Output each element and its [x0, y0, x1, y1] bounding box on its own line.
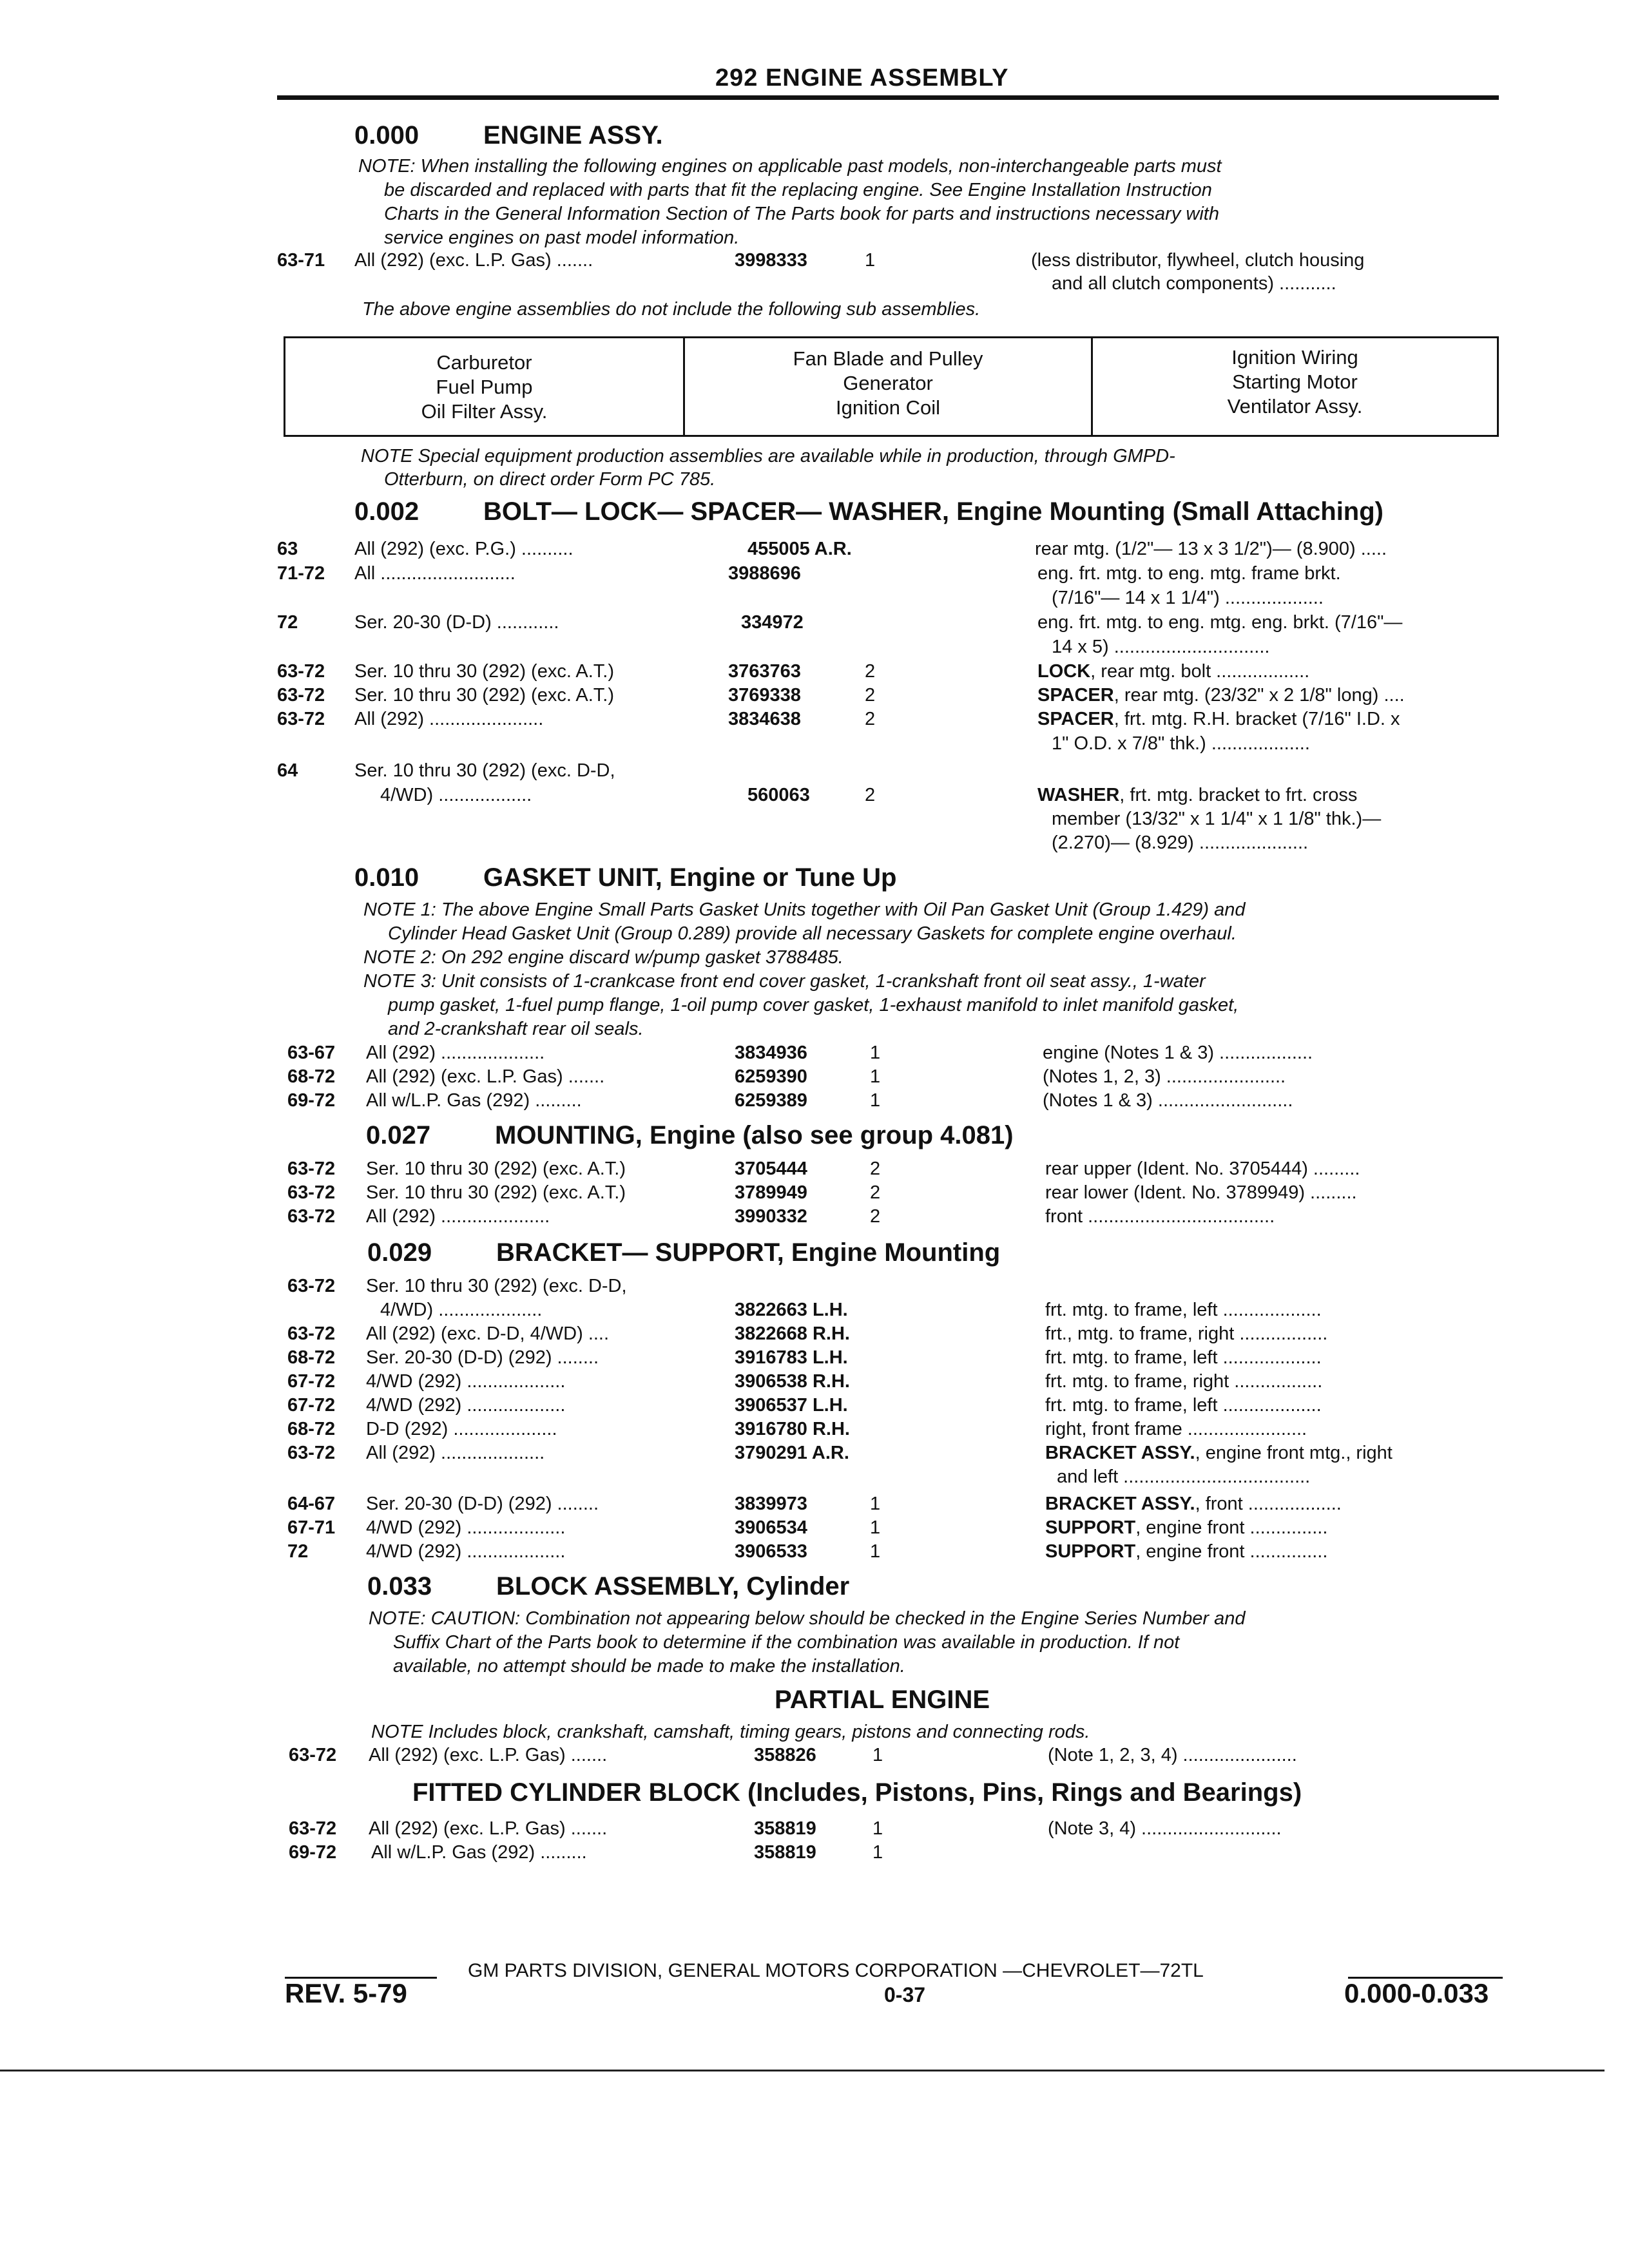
note-line: NOTE Includes block, crankshaft, camshaft, timing gears, pistons and connecting rods.	[371, 1722, 1090, 1742]
part-name: SPACER	[1037, 709, 1114, 729]
table-cell: Generator	[843, 372, 933, 394]
year-range: 63-72	[287, 1206, 336, 1227]
section-heading-0033	[367, 1572, 849, 1601]
part-number: 6259390	[735, 1066, 807, 1087]
bottom-rule	[0, 2070, 1605, 2071]
application: Ser. 10 thru 30 (292) (exc. A.T.)	[354, 685, 614, 706]
year-range: 63-71	[277, 250, 325, 271]
year-range: 67-72	[287, 1395, 336, 1416]
part-row	[277, 250, 1499, 274]
part-number: 3988696	[728, 563, 801, 584]
remarks: right, front frame .......................	[1045, 1419, 1307, 1439]
application: All (292) (exc. L.P. Gas) .......	[369, 1818, 608, 1839]
part-number: 3834638	[728, 709, 801, 729]
part-row	[277, 685, 1499, 709]
year-range: 63-72	[277, 661, 325, 682]
application: All (292) ....................	[366, 1043, 545, 1063]
part-number: 358819	[754, 1818, 816, 1839]
part-row	[277, 1371, 1499, 1396]
application: All (292) (exc. P.G.) ..........	[354, 539, 574, 559]
part-name: BRACKET ASSY.	[1045, 1494, 1195, 1514]
application: Ser. 10 thru 30 (292) (exc. D-D,	[354, 760, 615, 781]
note-line: be discarded and replaced with parts that fit the replacing engine. See Engine Installation Instruction	[384, 180, 1212, 200]
application: All w/L.P. Gas (292) .........	[366, 1090, 582, 1111]
year-range: 63-72	[277, 709, 325, 729]
section-number: 0.027	[366, 1121, 431, 1149]
part-row	[277, 1323, 1499, 1348]
part-row	[277, 1818, 1499, 1843]
year-range: 63-72	[289, 1745, 337, 1765]
application: All (292) (exc. D-D, 4/WD) ....	[366, 1323, 610, 1344]
year-range: 63-72	[287, 1323, 336, 1344]
remarks: engine (Notes 1 & 3) ..................	[1043, 1043, 1313, 1063]
remarks: (Note 1, 2, 3, 4) ......................	[1048, 1745, 1297, 1765]
quantity: 2	[865, 685, 876, 706]
part-number: 3789949	[735, 1182, 807, 1203]
remarks: eng. frt. mtg. to eng. mtg. frame brkt.	[1037, 563, 1341, 584]
part-number: 3906534	[735, 1517, 807, 1538]
part-row	[277, 539, 1499, 563]
part-number: 560063	[747, 785, 810, 805]
part-name: LOCK	[1037, 661, 1091, 682]
page-title: 292 ENGINE ASSEMBLY	[715, 64, 1009, 91]
year-range: 63-72	[289, 1818, 337, 1839]
note-line: and 2-crankshaft rear oil seals.	[388, 1019, 644, 1039]
application: All w/L.P. Gas (292) .........	[371, 1842, 587, 1863]
part-row	[277, 1347, 1499, 1372]
section-number: 0.029	[367, 1238, 432, 1267]
year-range: 63-72	[287, 1182, 336, 1203]
section-number: 0.000	[354, 121, 419, 149]
year-range: 71-72	[277, 563, 325, 584]
application: 4/WD (292) ...................	[366, 1371, 566, 1392]
part-row	[277, 1090, 1499, 1115]
remarks: frt., mtg. to frame, right .................	[1045, 1323, 1328, 1344]
section-number: 0.033	[367, 1572, 432, 1600]
year-range: 63	[277, 539, 298, 559]
quantity: 1	[870, 1043, 881, 1063]
quantity: 1	[870, 1517, 881, 1538]
part-row	[277, 1745, 1499, 1769]
year-range: 63-72	[287, 1276, 336, 1296]
remarks-continued: and left ....................................	[1057, 1466, 1311, 1487]
year-range: 63-72	[287, 1158, 336, 1179]
part-row	[277, 1206, 1499, 1231]
table-cell: Ignition Wiring	[1231, 346, 1358, 369]
quantity: 1	[870, 1541, 881, 1562]
year-range: 64	[277, 760, 298, 781]
part-row	[277, 563, 1499, 588]
remarks-continued: (2.270)— (8.929) .....................	[1052, 832, 1309, 853]
note-line: Cylinder Head Gasket Unit (Group 0.289) provide all necessary Gaskets for complete engine overhaul.	[388, 923, 1237, 944]
part-number: 3998333	[735, 250, 807, 271]
remarks: (Notes 1 & 3) ..........................	[1043, 1090, 1293, 1111]
quantity: 2	[865, 709, 876, 729]
part-row	[277, 709, 1499, 733]
remarks: (less distributor, flywheel, clutch housing	[1031, 250, 1365, 271]
footer-publisher: GM PARTS DIVISION, GENERAL MOTORS CORPORATION —CHEVROLET—72TL	[468, 1960, 1204, 1981]
part-row	[277, 1395, 1499, 1419]
year-range: 68-72	[287, 1419, 336, 1439]
application: Ser. 20-30 (D-D) (292) ........	[366, 1494, 599, 1514]
quantity: 1	[870, 1494, 881, 1514]
table-cell: Carburetor	[436, 351, 532, 374]
note-line: NOTE: CAUTION: Combination not appearing below should be checked in the Engine Series Number and	[369, 1608, 1246, 1629]
remarks	[1045, 1443, 1393, 1464]
table-cell: Fan Blade and Pulley	[793, 347, 983, 370]
part-number: 358819	[754, 1842, 816, 1863]
year-range: 63-67	[287, 1043, 336, 1063]
application: 4/WD (292) ...................	[366, 1395, 566, 1416]
note-line: NOTE 3: Unit consists of 1-crankcase front end cover gasket, 1-crankshaft front oil seat assy., 1-water	[363, 971, 1206, 992]
part-number: 3906533	[735, 1541, 807, 1562]
application: Ser. 10 thru 30 (292) (exc. A.T.)	[366, 1182, 626, 1203]
note-line: service engines on past model information.	[384, 227, 740, 248]
remarks: rear upper (Ident. No. 3705444) .........	[1045, 1158, 1360, 1179]
subheading-fitted-cylinder-block: FITTED CYLINDER BLOCK (Includes, Pistons, Pins, Rings and Bearings)	[412, 1778, 1302, 1807]
remarks	[1037, 685, 1405, 706]
part-row	[277, 1182, 1499, 1207]
year-range: 67-72	[287, 1371, 336, 1392]
application: All (292) ....................	[366, 1443, 545, 1463]
part-name: SPACER	[1037, 685, 1114, 706]
revision-date: REV. 5-79	[285, 1978, 407, 2008]
subheading-partial-engine: PARTIAL ENGINE	[775, 1686, 990, 1714]
remarks: rear lower (Ident. No. 3789949) .........	[1045, 1182, 1357, 1203]
remarks: front ....................................	[1045, 1206, 1275, 1227]
remarks-continued: (7/16"— 14 x 1 1/4") ...................	[1052, 588, 1324, 608]
year-range: 69-72	[287, 1090, 336, 1111]
application: All (292) (exc. L.P. Gas) .......	[366, 1066, 605, 1087]
part-row	[277, 1066, 1499, 1091]
part-number: 334972	[741, 612, 804, 633]
application: All (292) (exc. L.P. Gas) .......	[354, 250, 593, 271]
quantity: 1	[870, 1090, 881, 1111]
remarks-text: , engine front mtg., right	[1195, 1443, 1393, 1463]
application-continued: 4/WD) ..................	[380, 785, 532, 805]
group-range: 0.000-0.033	[1344, 1978, 1489, 2008]
table-cell: Starting Motor	[1232, 370, 1358, 393]
part-row	[277, 612, 1499, 637]
year-range: 67-71	[287, 1517, 336, 1538]
remarks	[1045, 1494, 1342, 1515]
year-range: 69-72	[289, 1842, 337, 1863]
table-column	[685, 338, 1093, 435]
section-title: GASKET UNIT, Engine or Tune Up	[483, 863, 897, 892]
note-line: The above engine assemblies do not include the following sub assemblies.	[362, 299, 981, 320]
table-column	[1093, 338, 1497, 435]
part-row	[277, 1043, 1499, 1067]
section-number: 0.002	[354, 497, 419, 526]
year-range: 72	[287, 1541, 309, 1562]
note-line: NOTE Special equipment production assemblies are available while in production, through GMPD-	[361, 446, 1175, 466]
note-line: NOTE: When installing the following engines on applicable past models, non-interchangeable parts must	[358, 156, 1222, 177]
application: Ser. 20-30 (D-D) ............	[354, 612, 559, 633]
remarks-text: , engine front ...............	[1135, 1541, 1328, 1562]
application: Ser. 20-30 (D-D) (292) ........	[366, 1347, 599, 1368]
quantity: 1	[870, 1066, 881, 1087]
section-heading-0000	[354, 121, 663, 150]
remarks-continued: 1" O.D. x 7/8" thk.) ...................	[1052, 733, 1310, 754]
year-range: 72	[277, 612, 298, 633]
part-name: SUPPORT	[1045, 1541, 1136, 1562]
remarks-continued: and all clutch components) ...........	[1052, 273, 1336, 294]
part-number: 3916783 L.H.	[735, 1347, 848, 1368]
year-range: 63-72	[277, 685, 325, 706]
part-row	[277, 1541, 1499, 1566]
part-row	[277, 1494, 1499, 1518]
remarks: rear mtg. (1/2"— 13 x 3 1/2")— (8.900) .....	[1035, 539, 1387, 559]
remarks-text: , rear mtg. (23/32" x 2 1/8" long) ....	[1113, 685, 1405, 706]
part-number: 3822668 R.H.	[735, 1323, 850, 1344]
part-row	[277, 1158, 1499, 1183]
part-row	[277, 661, 1499, 686]
remarks	[1045, 1517, 1327, 1539]
remarks	[1037, 661, 1309, 682]
application: 4/WD (292) ...................	[366, 1517, 566, 1538]
remarks-continued: member (13/32" x 1 1/4" x 1 1/8" thk.)—	[1052, 809, 1382, 829]
remarks-text: , frt. mtg. bracket to frt. cross	[1119, 785, 1358, 805]
quantity: 1	[872, 1745, 883, 1765]
application: All (292) ......................	[354, 709, 544, 729]
note-line: NOTE 1: The above Engine Small Parts Gasket Units together with Oil Pan Gasket Unit (Group 1.429) and	[363, 899, 1246, 920]
sub-assemblies-table	[284, 336, 1499, 437]
application: Ser. 10 thru 30 (292) (exc. A.T.)	[366, 1158, 626, 1179]
section-title: MOUNTING, Engine (also see group 4.081)	[495, 1121, 1014, 1149]
remarks-text: , frt. mtg. R.H. bracket (7/16" I.D. x	[1113, 709, 1400, 729]
remarks: frt. mtg. to frame, left ...................	[1045, 1347, 1322, 1368]
part-number: 3763763	[728, 661, 801, 682]
note-line: Suffix Chart of the Parts book to determine if the combination was available in production. If not	[393, 1632, 1180, 1653]
quantity: 2	[865, 785, 876, 805]
quantity: 2	[870, 1206, 881, 1227]
year-range: 68-72	[287, 1347, 336, 1368]
remarks-text: , rear mtg. bolt ..................	[1090, 661, 1310, 682]
note-line: Charts in the General Information Section of The Parts book for parts and instructions necessary with	[384, 204, 1219, 224]
part-number: 3822663 L.H.	[735, 1300, 848, 1320]
part-number: 3906537 L.H.	[735, 1395, 848, 1416]
part-row	[277, 1300, 1499, 1324]
year-range: 64-67	[287, 1494, 336, 1514]
remarks: frt. mtg. to frame, left ...................	[1045, 1395, 1322, 1416]
remarks-continued: 14 x 5) ..............................	[1052, 637, 1270, 657]
part-number: 3990332	[735, 1206, 807, 1227]
year-range: 68-72	[287, 1066, 336, 1087]
quantity: 2	[870, 1158, 881, 1179]
remarks	[1045, 1541, 1327, 1562]
application: All ..........................	[354, 563, 516, 584]
part-row	[277, 1419, 1499, 1443]
remarks-text: , engine front ...............	[1135, 1517, 1328, 1538]
part-number: 3839973	[735, 1494, 807, 1514]
part-row	[277, 1517, 1499, 1542]
header-rule	[277, 95, 1499, 100]
part-name: WASHER	[1037, 785, 1120, 805]
remarks: eng. frt. mtg. to eng. mtg. eng. brkt. (7/16"—	[1037, 612, 1403, 633]
part-number: 3834936	[735, 1043, 807, 1063]
application: D-D (292) ....................	[366, 1419, 557, 1439]
part-name: BRACKET ASSY.	[1045, 1443, 1195, 1463]
table-cell: Ignition Coil	[836, 396, 940, 419]
application: Ser. 10 thru 30 (292) (exc. A.T.)	[354, 661, 614, 682]
part-number: 455005 A.R.	[747, 539, 852, 559]
part-name: SUPPORT	[1045, 1517, 1136, 1538]
part-number: 3906538 R.H.	[735, 1371, 850, 1392]
section-title: BLOCK ASSEMBLY, Cylinder	[496, 1572, 850, 1600]
section-title: BOLT— LOCK— SPACER— WASHER, Engine Mounting (Small Attaching)	[483, 497, 1383, 526]
application: All (292) .....................	[366, 1206, 550, 1227]
table-cell: Oil Filter Assy.	[421, 400, 548, 423]
remarks: (Notes 1, 2, 3) .......................	[1043, 1066, 1286, 1087]
section-title: BRACKET— SUPPORT, Engine Mounting	[496, 1238, 1001, 1267]
note-line: available, no attempt should be made to make the installation.	[393, 1656, 905, 1677]
application: Ser. 10 thru 30 (292) (exc. D-D,	[366, 1276, 627, 1296]
part-number: 3790291 A.R.	[735, 1443, 849, 1463]
quantity: 1	[872, 1842, 883, 1863]
application: 4/WD (292) ...................	[366, 1541, 566, 1562]
section-heading-0027	[366, 1121, 1014, 1150]
quantity: 1	[872, 1818, 883, 1839]
page-number: 0-37	[884, 1983, 926, 2006]
table-cell: Fuel Pump	[436, 376, 533, 398]
remarks-text: , front ..................	[1195, 1494, 1342, 1514]
table-cell: Ventilator Assy.	[1227, 395, 1363, 418]
part-row	[277, 760, 1499, 785]
remarks: frt. mtg. to frame, right .................	[1045, 1371, 1323, 1392]
note-line: NOTE 2: On 292 engine discard w/pump gasket 3788485.	[363, 947, 843, 968]
part-number: 3705444	[735, 1158, 807, 1179]
quantity: 2	[865, 661, 876, 682]
quantity: 2	[870, 1182, 881, 1203]
section-number: 0.010	[354, 863, 419, 892]
remarks: (Note 3, 4) ...........................	[1048, 1818, 1282, 1839]
part-number: 358826	[754, 1745, 816, 1765]
remarks: frt. mtg. to frame, left ...................	[1045, 1300, 1322, 1320]
part-number: 6259389	[735, 1090, 807, 1111]
section-heading-0002	[354, 497, 1383, 526]
part-row	[277, 1443, 1499, 1467]
part-number: 3916780 R.H.	[735, 1419, 850, 1439]
section-heading-0010	[354, 863, 896, 892]
note-line: pump gasket, 1-fuel pump flange, 1-oil pump cover gasket, 1-exhaust manifold to inlet manifold gasket,	[388, 995, 1239, 1015]
section-heading-0029	[367, 1238, 1000, 1267]
application: All (292) (exc. L.P. Gas) .......	[369, 1745, 608, 1765]
quantity: 1	[865, 250, 876, 271]
part-row	[277, 1842, 1499, 1867]
note-line: Otterburn, on direct order Form PC 785.	[384, 469, 716, 490]
remarks	[1037, 785, 1357, 806]
part-row	[277, 1276, 1499, 1300]
application: 4/WD) ....................	[380, 1300, 543, 1320]
part-number: 3769338	[728, 685, 801, 706]
table-column	[285, 338, 685, 435]
year-range: 63-72	[287, 1443, 336, 1463]
remarks	[1037, 709, 1400, 730]
section-title: ENGINE ASSY.	[483, 121, 663, 149]
